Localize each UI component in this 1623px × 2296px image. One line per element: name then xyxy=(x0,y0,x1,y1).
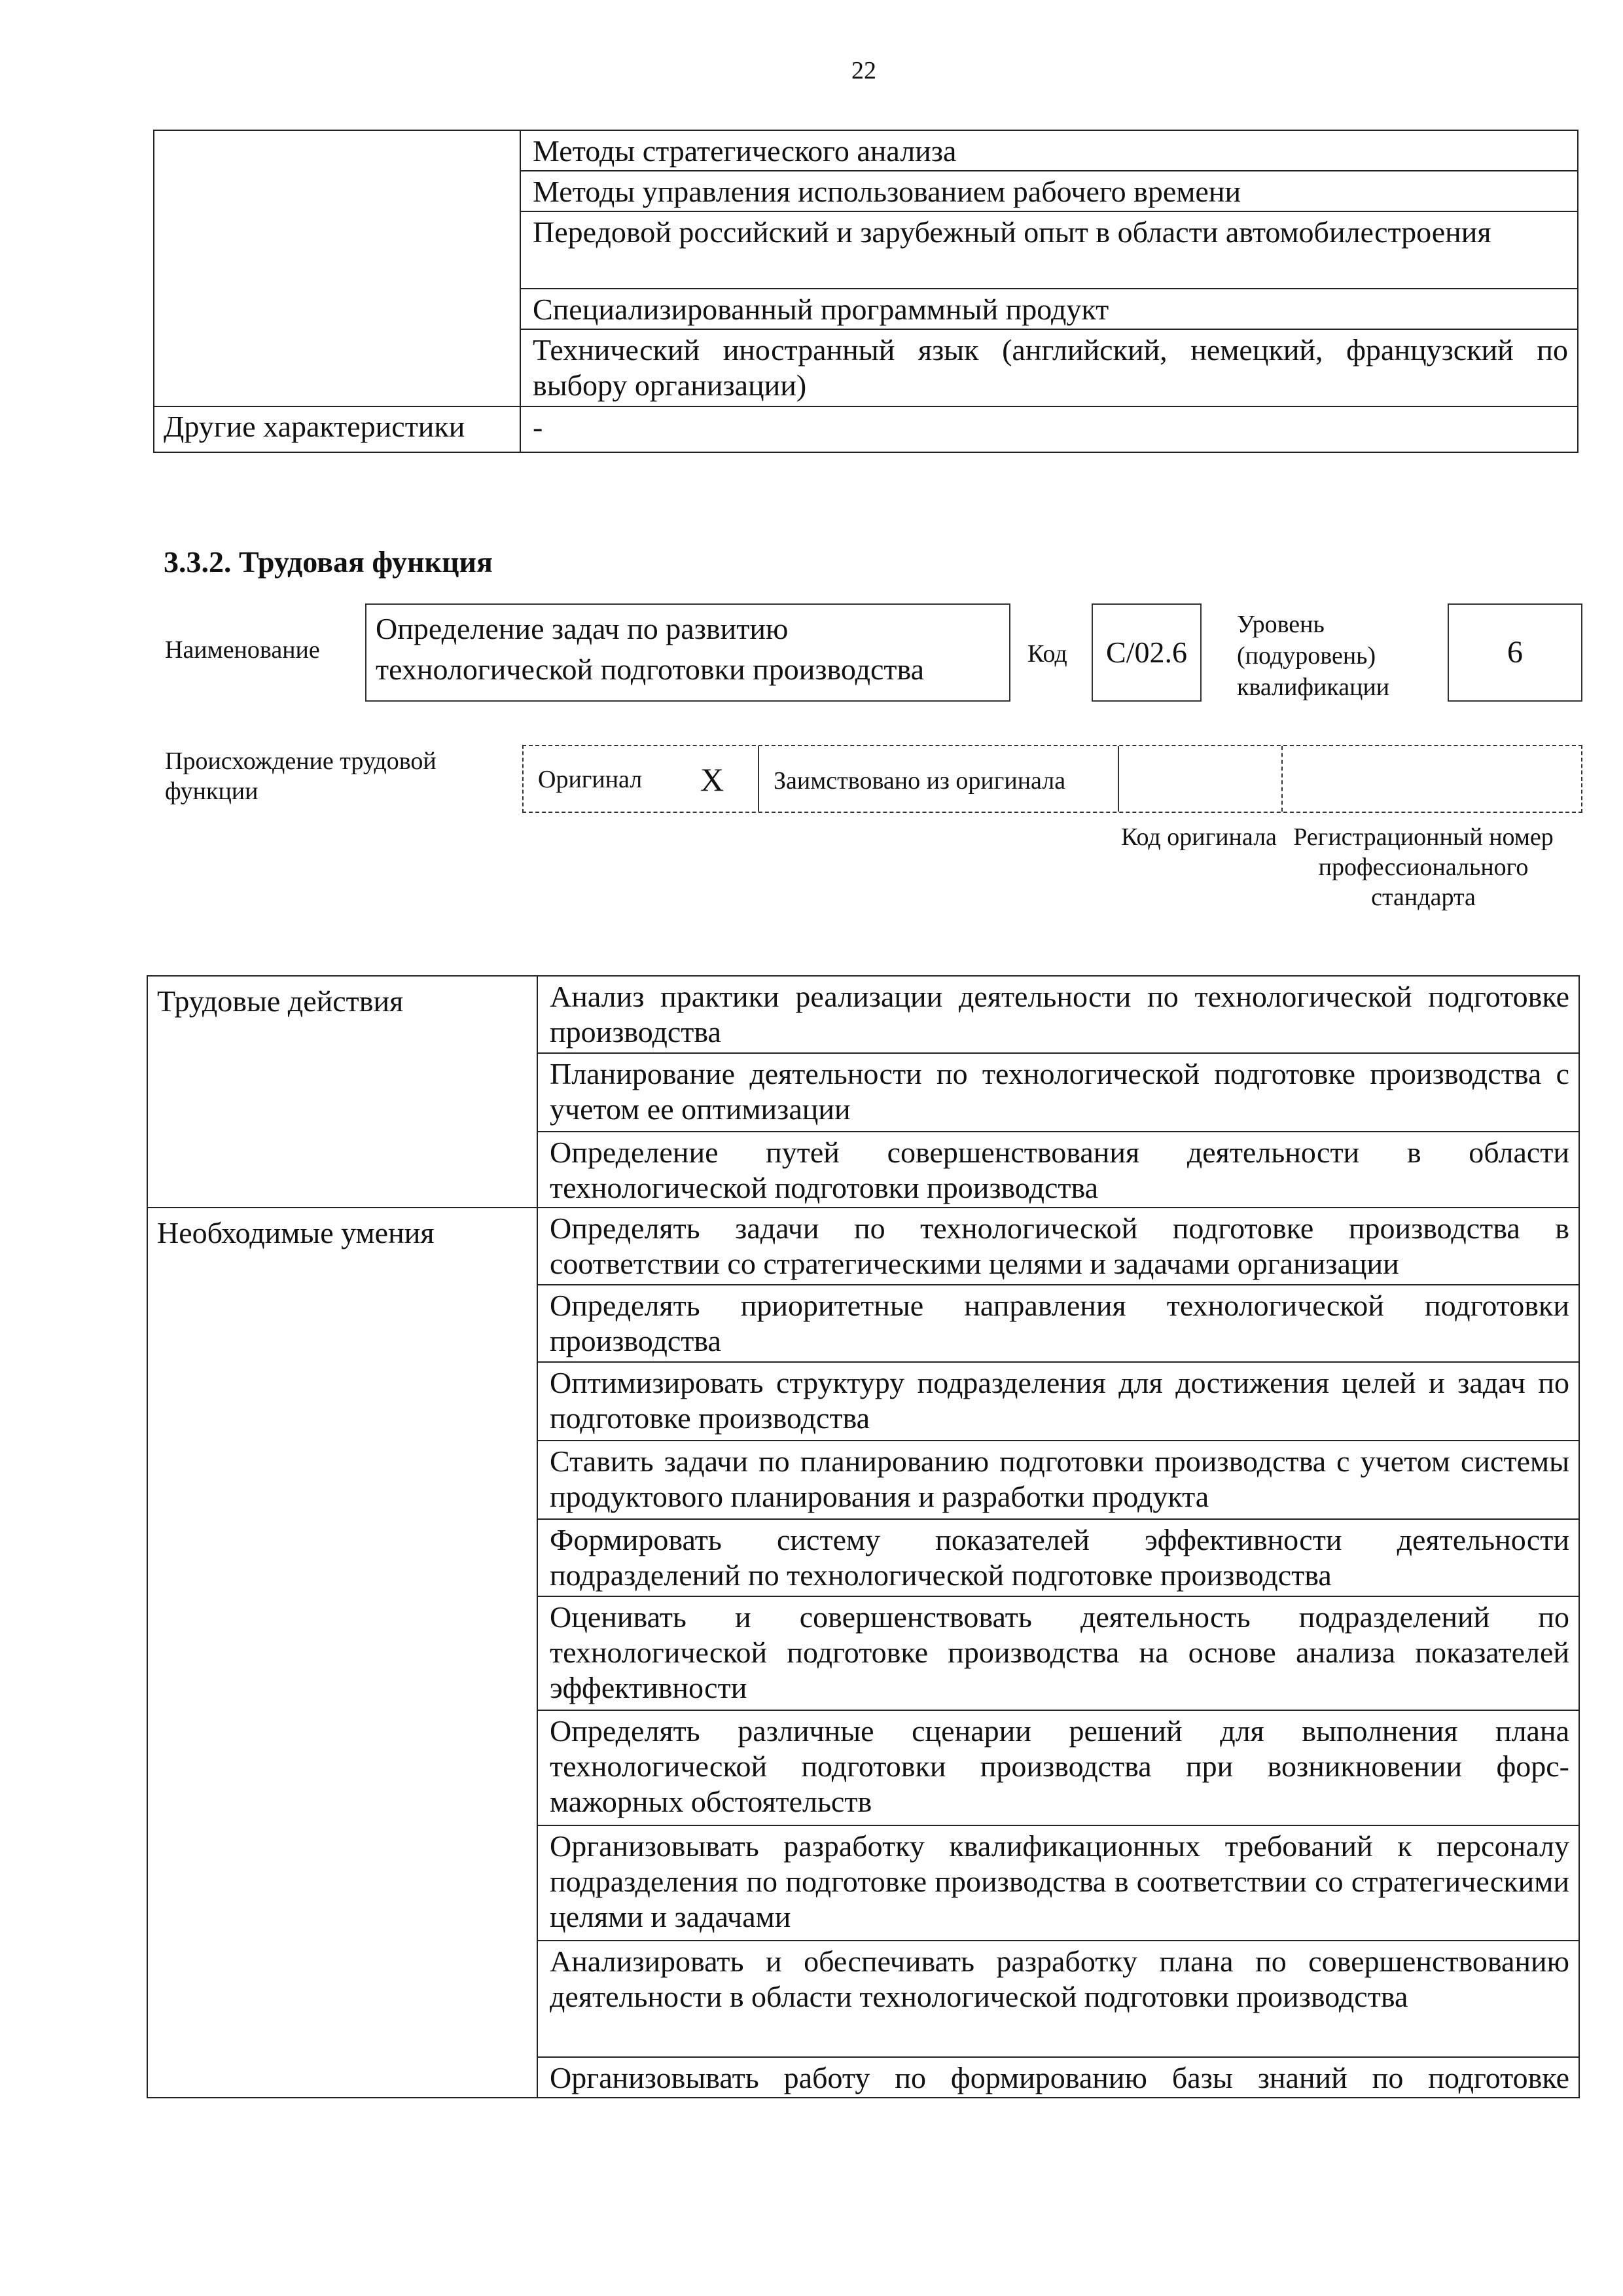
code-original-cell xyxy=(1119,746,1283,812)
section-title: 3.3.2. Трудовая функция xyxy=(164,545,493,579)
level-label: Уровень (подуровень) квалификации xyxy=(1237,611,1390,701)
other-characteristics-value: - xyxy=(520,406,1578,452)
other-characteristics-label: Другие характеристики xyxy=(154,406,520,452)
code-original-label: Код оригинала xyxy=(1121,823,1277,851)
skill-item: Ставить задачи по планированию подготовки производства с учетом системы продуктового планирования и разработки продукта xyxy=(537,1441,1579,1519)
level-value-box xyxy=(1448,603,1582,702)
reg-number-label: Регистрационный номер профессионального стандарта xyxy=(1293,823,1554,911)
name-label: Наименование xyxy=(165,636,320,664)
original-cell xyxy=(524,746,759,812)
code-value: С/02.6 xyxy=(1106,636,1187,669)
page-number: 22 xyxy=(851,57,876,84)
knowledge-item: Специализированный программный продукт xyxy=(520,289,1578,329)
skills-label: Необходимые умения xyxy=(147,1208,537,2098)
skill-item: Анализировать и обеспечивать разработку плана по совершенствованию деятельности в области технологической подготовки производства xyxy=(537,1941,1579,2057)
skill-item: Оптимизировать структуру подразделения для достижения целей и задач по подготовке производства xyxy=(537,1362,1579,1441)
original-label: Оригинал xyxy=(538,766,643,793)
code-label: Код xyxy=(1027,640,1067,668)
borrowed-label: Заимствовано из оригинала xyxy=(774,767,1066,795)
skill-item: Оценивать и совершенствовать деятельность подразделений по технологической подготовке производства на основе анализа показателей эффективности xyxy=(537,1596,1579,1710)
skill-item: Формировать систему показателей эффективности деятельности подразделений по технологической подготовке производства xyxy=(537,1519,1579,1596)
skill-item: Определять приоритетные направления технологической подготовки производства xyxy=(537,1285,1579,1362)
knowledge-item: Методы стратегического анализа xyxy=(520,130,1578,171)
actions-label: Трудовые действия xyxy=(147,976,537,1208)
origin-table xyxy=(522,745,1582,813)
knowledge-table xyxy=(153,130,1578,453)
knowledge-item: Технический иностранный язык (английский, немецкий, французский по выбору организации) xyxy=(520,329,1578,406)
action-item: Анализ практики реализации деятельности по технологической подготовке производства xyxy=(537,976,1579,1053)
knowledge-item: Передовой российский и зарубежный опыт в области автомобилестроения xyxy=(520,211,1578,289)
origin-label: Происхождение трудовой функции xyxy=(165,747,437,805)
skill-item: Организовывать работу по формированию базы знаний по подготовке xyxy=(537,2057,1579,2098)
action-item: Планирование деятельности по технологической подготовке производства с учетом ее оптимизации xyxy=(537,1053,1579,1132)
labor-function-table xyxy=(147,975,1580,2098)
borrowed-cell xyxy=(759,746,1119,812)
knowledge-item: Методы управления использованием рабочего времени xyxy=(520,171,1578,211)
original-mark: Х xyxy=(700,761,724,798)
knowledge-label-cell xyxy=(154,130,520,406)
code-value-box xyxy=(1092,603,1202,702)
name-value-box xyxy=(365,603,1010,702)
reg-number-cell xyxy=(1283,746,1581,812)
name-value: Определение задач по развитию технологической подготовки производства xyxy=(376,612,925,686)
skill-item: Определять задачи по технологической подготовке производства в соответствии со стратегическими целями и задачами организации xyxy=(537,1208,1579,1285)
skill-item: Организовывать разработку квалификационных требований к персоналу подразделения по подготовке производства в соответствии со стратегическими целями и задачами xyxy=(537,1825,1579,1941)
action-item: Определение путей совершенствования деятельности в области технологической подготовки производства xyxy=(537,1132,1579,1208)
level-value: 6 xyxy=(1507,635,1523,670)
skill-item: Определять различные сценарии решений для выполнения плана технологической подготовки производства при возникновении форс-мажорных обстоятельств xyxy=(537,1710,1579,1825)
